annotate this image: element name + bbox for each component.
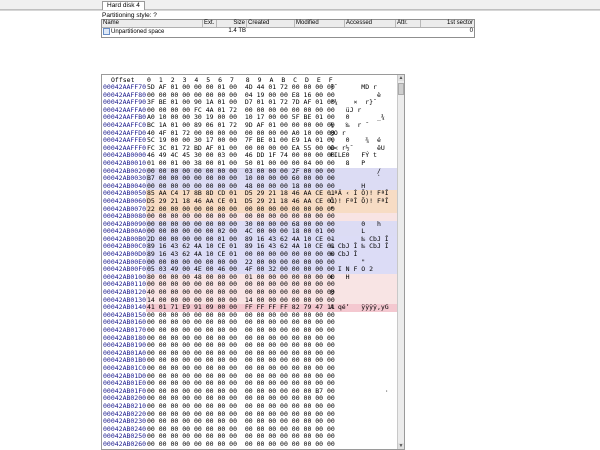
row-offset: 00042AAFFF0 <box>103 143 147 152</box>
row-hex-bytes[interactable]: 89 16 43 62 4A 10 CE 01 00 00 00 00 00 00 00 00 <box>147 250 335 259</box>
row-offset: 00042AB01D0 <box>103 371 147 380</box>
row-name-cell <box>102 28 203 35</box>
row-offset: 00042AAFF70 <box>103 83 147 91</box>
row-ascii[interactable]: @O r <box>330 128 393 137</box>
hex-column-header: 4 <box>194 76 199 84</box>
row-offset: 00042AB0260 <box>103 439 147 448</box>
row-ascii[interactable]: Õ)! FªÎ Õ)! FªÎ <box>330 196 393 205</box>
row-hex-bytes[interactable]: 00 00 00 00 00 00 00 00 48 00 00 00 18 00 00 00 <box>147 181 335 190</box>
row-ascii[interactable]: H <box>330 181 393 190</box>
row-offset: 00042AB0110 <box>103 280 147 289</box>
row-offset: 00042AB0160 <box>103 318 147 327</box>
hex-column-header: A <box>269 76 274 84</box>
row-hex-bytes[interactable]: 00 00 00 00 00 00 00 00 00 00 00 00 00 00 00 00 <box>147 417 335 426</box>
row-hex-bytes[interactable]: 00 00 00 00 00 00 02 00 4C 00 00 00 18 00 01 00 <box>147 227 335 236</box>
scrollbar-thumb[interactable] <box>398 83 404 95</box>
row-ascii[interactable]: üJ r <box>330 105 393 114</box>
row-ascii[interactable]: 0 _¾ <box>330 113 393 122</box>
row-size: 1.4 TB <box>228 28 246 34</box>
row-offset: 00042AB0250 <box>103 432 147 441</box>
row-ascii[interactable]: ¼ ‰ r ¯ <box>330 120 393 129</box>
row-hex-bytes[interactable]: 80 00 00 00 48 00 00 00 01 00 00 00 00 00 00 00 <box>147 272 335 281</box>
row-ascii[interactable]: è <box>330 90 393 99</box>
column-header-size[interactable]: Size <box>217 20 247 27</box>
row-hex-bytes[interactable]: 00 00 00 00 00 00 00 00 00 00 00 00 00 00 00 00 <box>147 318 335 327</box>
row-hex-bytes[interactable]: 00 00 00 00 00 00 00 00 00 00 00 00 00 00 00 00 <box>147 439 335 448</box>
row-offset: 00042AAFF80 <box>103 90 147 99</box>
directory-table <box>101 19 475 38</box>
row-hex-bytes[interactable]: 2D 00 00 00 00 00 01 00 89 16 43 62 4A 10 CE 01 <box>147 234 335 243</box>
row-offset: 00042AAFFE0 <box>103 136 147 145</box>
row-offset: 00042AB0070 <box>103 204 147 213</box>
row-offset: 00042AB0100 <box>103 272 147 281</box>
row-offset: 00042AB0150 <box>103 310 147 319</box>
row-hex-bytes[interactable]: 00 00 00 00 00 00 00 00 03 00 00 00 2F 00 00 00 <box>147 166 335 175</box>
row-offset: 00042AB0220 <box>103 409 147 418</box>
row-hex-bytes[interactable]: 00 00 00 00 00 00 00 00 00 00 00 00 00 00 00 00 <box>147 348 335 357</box>
row-hex-bytes[interactable]: FC 3C 01 72 BD AF 01 00 00 00 00 00 EA 55 00 00 <box>147 143 335 152</box>
row-ascii[interactable]: ‰ CbJ Î <box>330 250 393 259</box>
row-hex-bytes[interactable]: 00 00 00 00 00 00 00 00 00 00 00 00 00 00 00 00 <box>147 432 335 441</box>
column-header-created[interactable]: Created <box>247 20 295 27</box>
row-hex-bytes[interactable]: 00 00 00 00 00 00 00 00 00 00 00 00 00 00 00 00 <box>147 326 335 334</box>
row-offset: 00042AB0090 <box>103 219 147 228</box>
row-hex-bytes[interactable]: 00 00 00 00 00 00 00 00 04 19 00 00 E8 16 00 00 <box>147 90 335 99</box>
row-hex-bytes[interactable]: 89 16 43 62 4A 10 CE 01 89 16 43 62 4A 10 CE 01 <box>147 242 335 251</box>
column-header-accessed[interactable]: Accessed <box>345 20 396 27</box>
hex-rows[interactable] <box>102 84 398 449</box>
row-ascii[interactable]: € H <box>330 272 393 281</box>
hex-column-header: 6 <box>218 76 223 84</box>
row-offset: 00042AB0240 <box>103 424 147 433</box>
scroll-up-arrow-icon[interactable]: ▲ <box>398 75 404 81</box>
row-offset: 00042AAFFD0 <box>103 128 147 137</box>
row-hex-bytes[interactable]: 01 00 01 00 38 00 01 00 50 01 00 00 00 04 00 00 <box>147 158 335 167</box>
hex-column-header: F <box>328 76 333 84</box>
row-offset: 00042AB0050 <box>103 189 147 198</box>
row-offset: 00042AB01F0 <box>103 386 147 395</box>
row-offset: 00042AB0170 <box>103 326 147 334</box>
row-hex-bytes[interactable]: 00 00 00 00 00 00 00 00 00 00 00 00 00 00 00 00 <box>147 379 335 388</box>
column-header-first-sector[interactable]: 1st sector <box>446 20 473 26</box>
row-hex-bytes[interactable]: 14 00 00 00 00 00 00 00 14 00 00 00 00 00 00 00 <box>147 295 335 304</box>
row-offset: 00042AB0180 <box>103 333 147 342</box>
table-header <box>102 20 474 28</box>
row-hex-bytes[interactable]: 00 00 00 00 00 00 00 00 00 00 00 00 00 00 00 00 <box>147 401 335 410</box>
row-offset: 00042AB00D0 <box>103 250 147 259</box>
row-hex-bytes[interactable]: 00 00 00 00 00 00 00 00 00 00 00 00 00 00 00 00 <box>147 424 335 433</box>
row-ascii[interactable]: - ‰ CbJ Î <box>330 234 393 243</box>
hex-column-header: 3 <box>182 76 187 84</box>
row-hex-bytes[interactable]: 00 00 00 00 00 00 00 00 00 00 00 00 00 00 00 00 <box>147 356 335 365</box>
row-hex-bytes[interactable]: BC 1A 01 00 89 06 01 72 9D AF 01 00 00 00 00 00 <box>147 120 335 129</box>
row-offset: 00042AAFFB0 <box>103 113 147 122</box>
hex-column-header: 0 <box>147 76 151 84</box>
row-hex-bytes[interactable]: 00 00 00 00 00 00 00 00 00 00 00 00 00 00 00 00 <box>147 363 335 372</box>
row-offset: 00042AB01A0 <box>103 348 147 357</box>
row-ascii[interactable]: ü< r½¯ êU <box>330 143 393 152</box>
row-ascii[interactable]: ?¾ × r}¯ <box>330 98 389 107</box>
row-offset: 00042AB0210 <box>103 401 147 410</box>
row-offset: 00042AB00F0 <box>103 265 147 274</box>
row-ascii[interactable]: ‰ CbJ Î ‰ CbJ Î <box>330 242 393 251</box>
hex-column-header: 2 <box>170 76 175 84</box>
row-offset: 00042AB0230 <box>103 417 147 426</box>
row-hex-bytes[interactable]: 5C 19 00 00 30 17 00 00 7F BE 01 00 E9 1A 01 00 <box>147 136 335 145</box>
row-offset: 00042AB0130 <box>103 295 147 304</box>
row-hex-bytes[interactable]: D5 29 21 18 46 AA CE 01 D5 29 21 18 46 AA CE 01 <box>147 196 335 205</box>
row-offset: 00042AB0140 <box>103 303 147 312</box>
hex-column-header: E <box>316 76 321 84</box>
row-hex-bytes[interactable]: 40 4F 01 72 00 00 00 00 00 00 00 00 A0 10 00 00 <box>147 128 335 137</box>
file-icon <box>103 28 110 35</box>
row-hex-bytes[interactable]: 00 00 00 00 00 00 00 00 00 00 00 00 00 00 00 00 <box>147 333 335 342</box>
row-hex-bytes[interactable]: 00 00 00 00 FC 4A 01 72 00 00 00 00 00 00 00 00 <box>147 105 335 114</box>
row-offset: 00042AB0200 <box>103 394 147 403</box>
tab-hard-disk[interactable]: Hard disk 4 <box>102 1 145 10</box>
column-header-modified[interactable]: Modified <box>295 20 345 27</box>
hex-column-header: 8 <box>245 76 250 84</box>
partitioning-style-label: Partitioning style: ? <box>102 12 157 19</box>
row-hex-bytes[interactable]: 00 00 00 00 00 00 00 00 30 00 00 00 68 00 00 00 <box>147 219 335 228</box>
row-hex-bytes[interactable]: 40 00 00 00 00 00 00 00 00 00 00 00 00 00 00 00 <box>147 288 335 297</box>
row-offset: 00042AB0190 <box>103 341 147 350</box>
row-hex-bytes[interactable]: 00 00 00 00 00 00 00 00 00 00 00 00 00 00 B7 00 <box>147 386 335 395</box>
row-hex-bytes[interactable]: 00 00 00 00 00 00 00 00 22 00 00 00 00 00 00 00 <box>147 257 335 266</box>
hex-column-header: D <box>305 76 309 84</box>
row-offset: 00042AB0080 <box>103 212 147 221</box>
row-offset: 00042AB01C0 <box>103 363 147 372</box>
hex-column-header: C <box>293 76 298 84</box>
hex-column-header: 9 <box>257 76 262 84</box>
row-ascii[interactable]: L <box>330 227 393 236</box>
row-offset: 00042AB0010 <box>103 158 147 167</box>
row-offset: 00042AB01B0 <box>103 356 147 365</box>
row-offset: 00042AB0120 <box>103 288 147 297</box>
row-ascii[interactable]: …ªÄ ‹ Í Õ)! FªÎ <box>330 189 393 198</box>
row-offset: 00042AB0030 <box>103 174 147 183</box>
column-header-attr[interactable]: Attr. <box>396 20 421 27</box>
column-header-name[interactable]: Name <box>102 20 203 27</box>
row-hex-bytes[interactable]: 00 00 00 00 00 00 00 00 00 00 00 00 00 00 00 00 <box>147 341 335 350</box>
row-hex-bytes[interactable]: B7 00 00 00 00 00 00 00 10 00 00 00 60 00 00 00 <box>147 174 335 183</box>
row-offset: 00042AB00E0 <box>103 257 147 266</box>
row-hex-bytes[interactable]: 00 00 00 00 00 00 00 00 00 00 00 00 00 00 00 00 <box>147 310 335 319</box>
tab-bar <box>0 0 600 10</box>
row-offset: 00042AAFFC0 <box>103 120 147 129</box>
row-first-sector: 0 <box>469 28 473 34</box>
row-offset: 00042AB0020 <box>103 166 147 175</box>
divider <box>0 10 600 11</box>
hex-column-header: 5 <box>206 76 211 84</box>
row-hex-bytes[interactable]: 85 AA C4 17 8B 8D CD 01 D5 29 21 18 46 AA CE 01 <box>147 189 335 198</box>
row-hex-bytes[interactable]: 41 01 71 E9 91 09 00 00 FF FF FF FF 82 79 47 11 <box>147 303 335 312</box>
hex-column-header: 1 <box>158 76 163 84</box>
row-offset: 00042AAFFA0 <box>103 105 147 114</box>
row-ascii[interactable]: · <box>330 386 393 395</box>
row-offset: 00042AAFF90 <box>103 98 147 107</box>
row-hex-bytes[interactable]: 00 00 00 00 00 00 00 00 00 00 00 00 00 00 00 00 <box>147 394 335 403</box>
scrollbar[interactable] <box>397 75 404 449</box>
row-ascii[interactable]: ]¯ MD r <box>330 83 393 91</box>
row-ascii[interactable]: 0 h <box>330 219 393 228</box>
row-hex-bytes[interactable]: 05 03 49 00 4E 00 46 00 4F 00 32 00 00 00 00 00 <box>147 265 335 274</box>
row-offset: 00042AB00C0 <box>103 242 147 251</box>
row-offset: 00042AB0040 <box>103 181 147 190</box>
row-hex-bytes[interactable]: A0 10 00 00 30 19 00 00 10 17 00 00 5F BE 01 00 <box>147 113 335 122</box>
table-row[interactable] <box>102 28 474 35</box>
row-ascii[interactable]: / <box>330 166 393 175</box>
column-header-ext[interactable]: Ext. <box>203 20 217 27</box>
row-hex-bytes[interactable]: 46 49 4C 45 30 00 03 00 46 DD 1F 74 00 00 00 00 <box>147 151 335 160</box>
row-hex-bytes[interactable]: 00 00 00 00 00 00 00 00 00 00 00 00 00 00 00 00 <box>147 212 335 221</box>
row-ascii[interactable]: \ 0 ¾ é <box>330 136 393 145</box>
row-ascii[interactable]: I N F O 2 <box>330 265 393 274</box>
row-ascii[interactable]: FILE0 FÝ t <box>330 151 393 160</box>
row-offset: 00042AB0060 <box>103 196 147 205</box>
row-ascii[interactable]: " <box>330 257 393 266</box>
row-offset: 00042AB00A0 <box>103 227 147 236</box>
hex-column-header: 7 <box>229 76 234 84</box>
hex-row[interactable] <box>102 441 398 449</box>
row-hex-bytes[interactable]: 00 00 00 00 00 00 00 00 00 00 00 00 00 00 00 00 <box>147 280 335 289</box>
row-ascii[interactable]: · ` <box>330 174 393 183</box>
row-ascii[interactable]: 8 P <box>330 158 393 167</box>
row-ascii[interactable]: A qé‘ ÿÿÿÿ‚yG <box>330 303 393 312</box>
row-offset: 00042AB0000 <box>103 151 147 160</box>
row-hex-bytes[interactable]: 00 00 00 00 00 00 00 00 00 00 00 00 00 00 00 00 <box>147 371 335 380</box>
row-ascii[interactable]: @ <box>330 288 393 297</box>
row-hex-bytes[interactable]: 00 00 00 00 00 00 00 00 00 00 00 00 00 00 00 00 <box>147 409 335 418</box>
row-hex-bytes[interactable]: 22 00 00 00 00 00 00 00 00 00 00 00 00 00 00 00 <box>147 204 335 213</box>
row-name: Unpartitioned space <box>111 29 165 36</box>
row-offset: 00042AB00B0 <box>103 234 147 243</box>
row-ascii[interactable]: " <box>330 204 393 213</box>
row-hex-bytes[interactable]: 5D AF 01 00 00 00 01 00 4D 44 01 72 00 00 00 00 <box>147 83 335 91</box>
offset-header: Offset <box>111 76 135 84</box>
row-offset: 00042AB01E0 <box>103 379 147 388</box>
hex-column-header: B <box>281 76 286 84</box>
row-hex-bytes[interactable]: 3F BE 01 00 90 1A 01 00 D7 01 01 72 7D AF 01 00 <box>147 98 335 107</box>
hex-editor[interactable] <box>101 74 405 450</box>
scroll-down-arrow-icon[interactable]: ▼ <box>398 443 404 449</box>
